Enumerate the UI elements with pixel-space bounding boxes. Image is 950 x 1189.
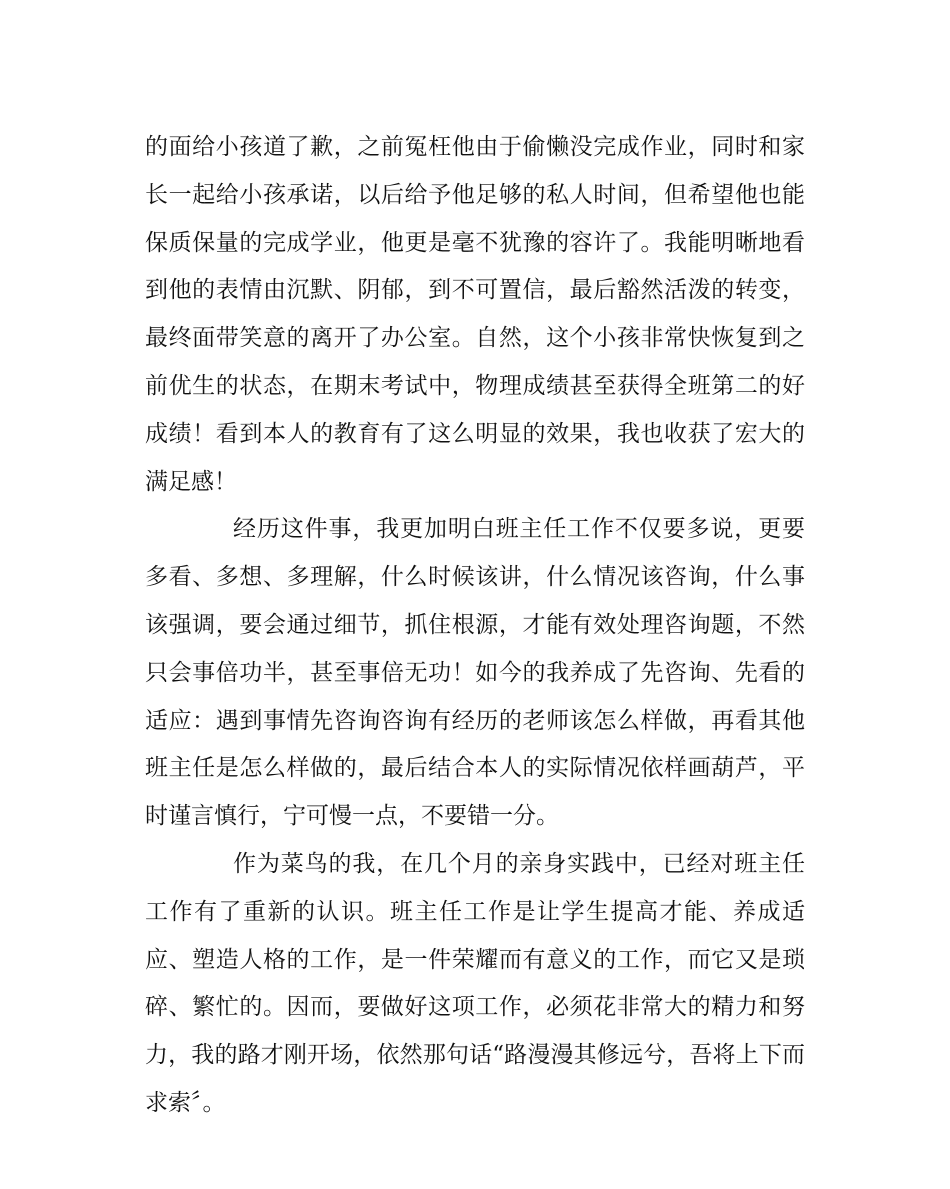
paragraph-1: 的面给小孩道了歉，之前冤枉他由于偷懒没完成作业，同时和家长一起给小孩承诺，以后给予他足够的私人时间，但希望他也能保质保量的完成学业，他更是毫不犹豫的容许了。我能明晰地看到他的表情由沉默、阴郁，到不可置信，最后豁然活泼的转变，最终面带笑意的离开了办公室。自然，这个小孩非常快恢复到之前优生的状态，在期末考试中，物理成绩甚至获得全班第二的好成绩！看到本人的教育有了这么明显的效果，我也收获了宏大的满足感！ — [145, 134, 805, 495]
paragraph-3: 作为菜鸟的我，在几个月的亲身实践中，已经对班主任工作有了重新的认识。班主任工作是让学生提高才能、养成适应、塑造人格的工作，是一件荣耀而有意义的工作，而它又是琐碎、繁忙的。因而，要做好这项工作，必须花非常大的精力和努力，我的路才刚开场，依然那句话“路漫漫其修远兮，吾将上下而求索〞。 — [145, 850, 805, 1116]
paragraph-2: 经历这件事，我更加明白班主任工作不仅要多说，更要多看、多想、多理解，什么时候该讲，什么情况该咨询，什么事该强调，要会通过细节，抓住根源，才能有效处理咨询题，不然只会事倍功半，甚至事倍无功！如今的我养成了先咨询、先看的适应：遇到事情先咨询咨询有经历的老师该怎么样做，再看其他班主任是怎么样做的，最后结合本人的实际情况依样画葫芦，平时谨言慎行，宁可慢一点，不要错一分。 — [145, 516, 805, 830]
document-body — [145, 124, 805, 1128]
